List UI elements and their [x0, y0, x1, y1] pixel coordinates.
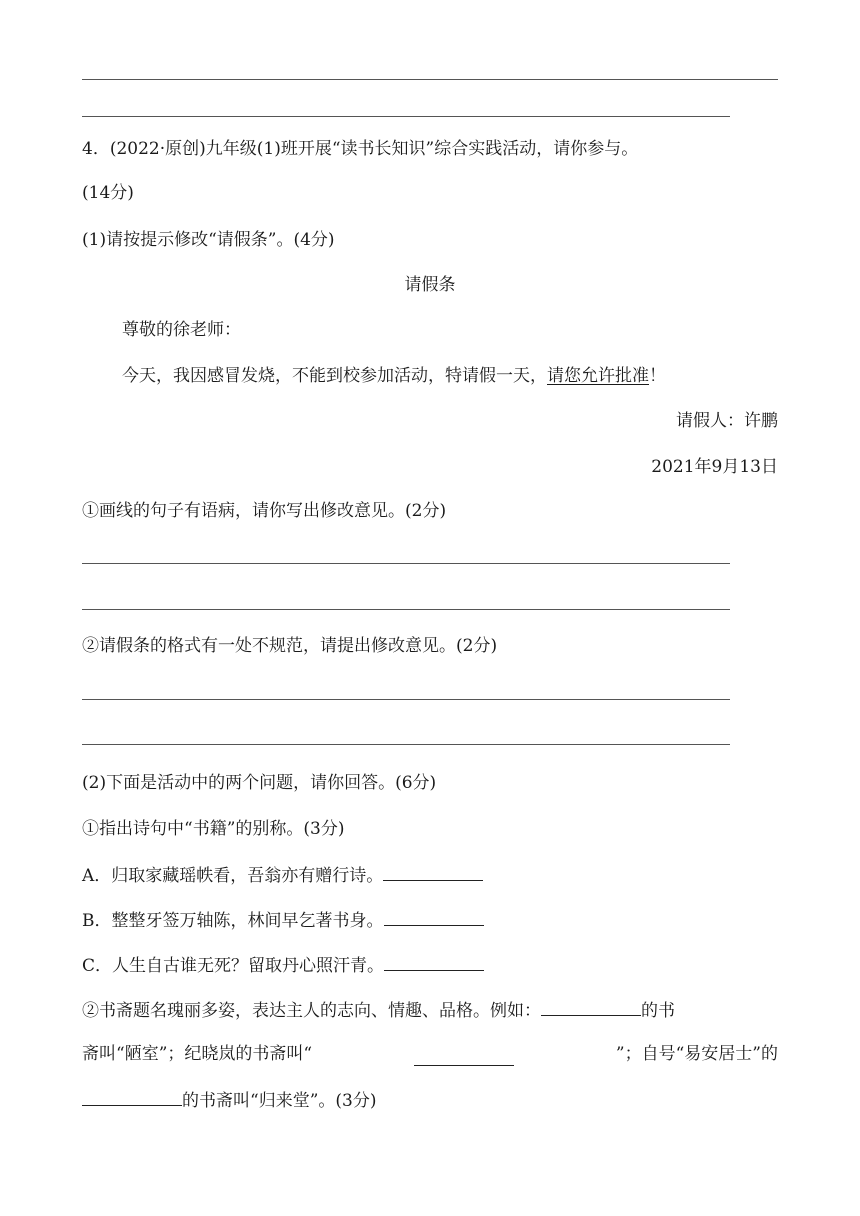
part-1-question-1: ①画线的句子有语病，请你写出修改意见。(2分): [82, 501, 447, 521]
top-rule: [82, 79, 778, 80]
underlined-sentence: 请您允许批准: [547, 366, 649, 386]
option-c: [82, 952, 484, 978]
study-name-blank-3[interactable]: [82, 1087, 182, 1106]
option-a: [82, 862, 483, 888]
answer-line[interactable]: [82, 744, 730, 745]
option-a-text: A．归取家藏瑶帙看，吾翁亦有赠行诗。: [82, 866, 384, 886]
q2-line2-part-1: 斋叫“陋室”；纪晓岚的书斋叫“: [82, 1044, 313, 1064]
answer-line[interactable]: [82, 609, 730, 610]
answer-line[interactable]: [82, 116, 730, 117]
q2-line3-end: 的书斋叫“归来堂”。(3分): [182, 1091, 377, 1111]
option-c-text: C．人生自古谁无死？留取丹心照汗青。: [82, 956, 385, 976]
part-2-question-2-line-1: [82, 997, 675, 1023]
q2-line1-end: 的书: [641, 1001, 675, 1021]
leave-note-salutation: 尊敬的徐老师：: [122, 320, 241, 340]
option-b-text: B．整整牙签万轴陈，林间早乞著书身。: [82, 911, 384, 931]
part-1-question-2: ②请假条的格式有一处不规范，请提出修改意见。(2分): [82, 636, 498, 656]
leave-note-body-end: ！: [649, 366, 666, 386]
leave-note-body-text: 今天，我因感冒发烧，不能到校参加活动，特请假一天，: [122, 366, 547, 386]
part-1-title: (1)请按提示修改“请假条”。(4分): [82, 230, 335, 250]
option-c-blank[interactable]: [384, 952, 484, 971]
question-4-header: 4．(2022·原创)九年级(1)班开展“读书长知识”综合实践活动，请你参与。: [82, 139, 639, 159]
part-2-question-2-line-2: [82, 1042, 778, 1066]
part-2-title: (2)下面是活动中的两个问题，请你回答。(6分): [82, 773, 437, 793]
answer-line[interactable]: [82, 563, 730, 564]
leave-note-title: 请假条: [404, 275, 456, 295]
study-name-blank-1[interactable]: [541, 997, 641, 1016]
leave-note-signer: 请假人：许鹏: [676, 411, 778, 431]
option-b-blank[interactable]: [384, 907, 484, 926]
q2-line2-part-2: ”；自号“易安居士”的: [615, 1044, 778, 1064]
leave-note-date: 2021年9月13日: [651, 457, 778, 477]
q2-line1-text: ②书斋题名瑰丽多姿，表达主人的志向、情趣、品格。例如：: [82, 1001, 541, 1021]
study-name-blank-2[interactable]: [414, 1047, 514, 1066]
option-b: [82, 907, 484, 933]
part-2-question-1: ①指出诗句中“书籍”的别称。(3分): [82, 819, 345, 839]
answer-line[interactable]: [82, 699, 730, 700]
option-a-blank[interactable]: [383, 862, 483, 881]
question-4-score: (14分): [82, 183, 134, 203]
leave-note-body: [122, 364, 666, 388]
part-2-question-2-line-3: [82, 1087, 376, 1113]
